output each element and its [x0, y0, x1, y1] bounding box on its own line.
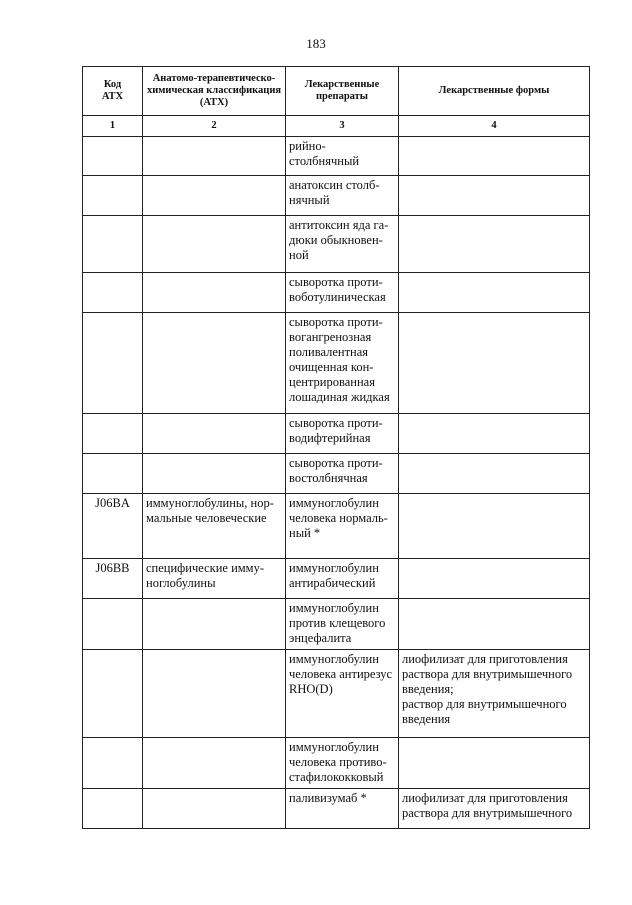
column-number: 4: [399, 116, 590, 137]
atc-table: [82, 66, 590, 829]
atc-code-cell: [83, 176, 143, 216]
dosage-form-cell: [399, 738, 590, 789]
drug-name-cell: иммуноглобулин человека антирезус RHO(D): [286, 650, 399, 738]
atc-code-cell: [83, 137, 143, 176]
column-number: 1: [83, 116, 143, 137]
drug-name-cell: иммуноглобулин против клещевого энцефалита: [286, 599, 399, 650]
table-row: [83, 650, 590, 738]
header-drugs: Лекарственные препараты: [286, 67, 399, 116]
atc-classification-cell: [143, 273, 286, 313]
dosage-form-cell: [399, 559, 590, 599]
table-row: [83, 414, 590, 454]
atc-classification-cell: [143, 414, 286, 454]
atc-classification-cell: [143, 789, 286, 829]
table-row: [83, 738, 590, 789]
table-row: [83, 494, 590, 559]
table-row: [83, 176, 590, 216]
atc-code-cell: [83, 650, 143, 738]
atc-code-cell: J06BA: [83, 494, 143, 559]
dosage-form-cell: [399, 414, 590, 454]
dosage-form-cell: лиофилизат для приготовления раствора для внутримышечного введения; раствор для внутримышечного введения: [399, 650, 590, 738]
atc-code-cell: [83, 738, 143, 789]
table-row: [83, 313, 590, 414]
page-number: 183: [306, 36, 326, 51]
atc-code-cell: [83, 599, 143, 650]
table-row: [83, 559, 590, 599]
atc-classification-cell: [143, 650, 286, 738]
atc-classification-cell: [143, 454, 286, 494]
drug-name-cell: иммуноглобулин человека противо- стафилококковый: [286, 738, 399, 789]
atc-classification-cell: [143, 176, 286, 216]
drug-name-cell: антитоксин яда га- дюки обыкновен- ной: [286, 216, 399, 273]
atc-code-cell: [83, 216, 143, 273]
dosage-form-cell: [399, 216, 590, 273]
atc-classification-cell: [143, 738, 286, 789]
dosage-form-cell: [399, 454, 590, 494]
drug-name-cell: паливизумаб *: [286, 789, 399, 829]
drug-name-cell: анатоксин столб- нячный: [286, 176, 399, 216]
atc-code-cell: [83, 789, 143, 829]
atc-classification-cell: [143, 599, 286, 650]
drug-name-cell: сыворотка проти- водифтерийная: [286, 414, 399, 454]
drug-name-cell: сыворотка проти- востолбнячная: [286, 454, 399, 494]
atc-code-cell: J06BB: [83, 559, 143, 599]
header-forms: Лекарственные формы: [399, 67, 590, 116]
dosage-form-cell: [399, 273, 590, 313]
column-number: 2: [143, 116, 286, 137]
dosage-form-cell: [399, 599, 590, 650]
table-row: [83, 137, 590, 176]
table-row: [83, 454, 590, 494]
atc-classification-cell: специфические имму- ноглобулины: [143, 559, 286, 599]
atc-code-cell: [83, 273, 143, 313]
dosage-form-cell: [399, 137, 590, 176]
dosage-form-cell: лиофилизат для приготовления раствора для внутримышечного: [399, 789, 590, 829]
drug-name-cell: сыворотка проти- вогангренозная поливалентная очищенная кон- центрированная лошадиная жидкая: [286, 313, 399, 414]
atc-classification-cell: [143, 313, 286, 414]
atc-classification-cell: иммуноглобулины, нор- мальные человеческие: [143, 494, 286, 559]
table-row: [83, 216, 590, 273]
table-row: [83, 789, 590, 829]
header-code: Код АТХ: [83, 67, 143, 116]
header-classification: Анатомо-терапевтическо- химическая классификация (АТХ): [143, 67, 286, 116]
dosage-form-cell: [399, 494, 590, 559]
atc-classification-cell: [143, 216, 286, 273]
dosage-form-cell: [399, 176, 590, 216]
atc-code-cell: [83, 454, 143, 494]
drug-name-cell: иммуноглобулин антирабический: [286, 559, 399, 599]
atc-code-cell: [83, 414, 143, 454]
table-header-row: [83, 67, 590, 116]
drug-name-cell: иммуноглобулин человека нормаль- ный *: [286, 494, 399, 559]
atc-code-cell: [83, 313, 143, 414]
table-row: [83, 273, 590, 313]
drug-name-cell: сыворотка проти- воботулиническая: [286, 273, 399, 313]
column-number: 3: [286, 116, 399, 137]
table-row: [83, 599, 590, 650]
drug-name-cell: рийно- столбнячный: [286, 137, 399, 176]
dosage-form-cell: [399, 313, 590, 414]
atc-classification-cell: [143, 137, 286, 176]
column-number-row: [83, 116, 590, 137]
